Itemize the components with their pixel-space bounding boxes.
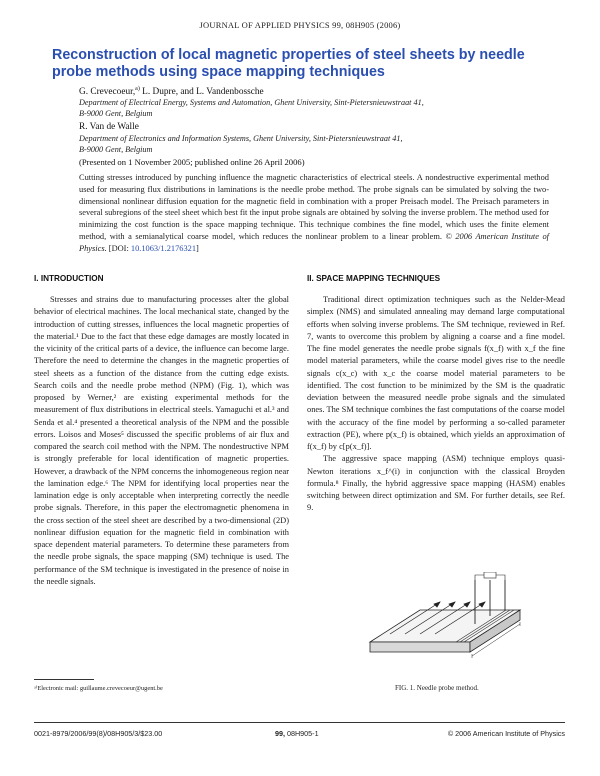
author-line-1 bbox=[79, 86, 264, 97]
affiliation-1 bbox=[79, 97, 549, 119]
space-mapping-body bbox=[307, 294, 565, 515]
footnote: ᵃ⁾Electronic mail: guillaume.crevecoeur@ugent.be bbox=[34, 685, 163, 692]
paper-title: Reconstruction of local magnetic properties of steel sheets by needle probe methods using space mapping techniques bbox=[52, 47, 525, 80]
author-names-rest: L. Dupre, and L. Vandenbossche bbox=[139, 87, 264, 98]
doi-suffix: ] bbox=[196, 243, 199, 253]
journal-header: JOURNAL OF APPLIED PHYSICS 99, 08H905 (2006) bbox=[199, 20, 401, 30]
page-id: 08H905-1 bbox=[285, 729, 319, 738]
footnote-rule bbox=[34, 679, 94, 680]
affiliation-line: Department of Electronics and Information Systems, Ghent University, Sint-Pietersnieuwstraat 41, bbox=[79, 134, 403, 143]
author-footnote-mark[interactable]: a) bbox=[135, 86, 140, 92]
footer-rule bbox=[34, 722, 565, 723]
footer-center bbox=[275, 729, 319, 738]
author-names: G. Crevecoeur, bbox=[79, 87, 136, 98]
introduction-body bbox=[34, 294, 289, 588]
copyright: © 2006 American Institute of Physics. bbox=[79, 231, 549, 253]
affiliation-line: Department of Electrical Energy, Systems and Automation, Ghent University, Sint-Pietersnieuwstraat 41, bbox=[79, 98, 424, 107]
voltmeter bbox=[484, 572, 496, 578]
figure-caption: FIG. 1. Needle probe method. bbox=[395, 684, 479, 692]
abstract-body: Cutting stresses introduced by punching influence the magnetic characteristics of electrical steels. A nondestructive experimental method used for measuring flux distributions in laminations is the needle probe method. The probe signals can be simulated by solving the two-dimensional nonlinear diffusion equation for the magnetic field in combination with a proper Preisach model. The Preisach parameters in several subregions of the steel sheet which best fit the input probe signals are obtained by solving the inverse problem. The method used for minimizing the cost function is the space mapping technique. This technique combines the fine model, which uses the finite element method, with a semianalytical coarse model, which reduces the nonlinear problem to a linear problem. bbox=[79, 173, 549, 241]
section-heading-introduction: I. INTRODUCTION bbox=[34, 274, 104, 283]
paragraph: Stresses and strains due to manufacturing processes alter the global behavior of electrical machines. The local mechanical state, changed by the introduction of cutting stresses, influences the local magnetic properties of the material.¹ Due to the fact that these edge damages are mostly located in the vicinity of the critical parts of a device, the influence can become large. Therefore the need to determine the changes in the magnetic properties of steel sheets as a function of the distance from the cutting edge exists. Search coils and the needle probe method (NPM) (Fig. 1), which was proposed by Werner,² are existing experimental methods for the measurement of flux distributions in electrical steels. Yamaguchi et al.³ and Senda et al.⁴ presented a theoretical analysis of the NPM and the possible errors. Loisos and Moses⁵ discussed the specific problems of air flux and compared the search coil method with the NPM. The nondestructive NPM is strongly preferable for local identification of magnetic properties. However, a drawback of the NPM concerns the inhomogeneous region near the lamination edge.⁶ The NPM for identifying local properties near the lamination edge is only acceptable when interpreting correctly the needle probe signals. Therefore, in this paper the electromagnetic phenomena in the cross section of the steel sheet are described by a two-dimensional (2D) nonlinear diffusion equation for the magnetic field in combination with space dependent material parameters. To determine these parameters from the needle probe signals, the space mapping (SM) technique is used. The performance of the SM technique is investigated in the presence of noise in the needle signals. bbox=[34, 295, 289, 586]
sheet-front-face bbox=[370, 642, 470, 652]
section-heading-space-mapping: II. SPACE MAPPING TECHNIQUES bbox=[307, 274, 441, 283]
abstract bbox=[79, 172, 549, 255]
paragraph: The aggressive space mapping (ASM) technique employs quasi-Newton iterations x_f^(i) in conjunction with the classical Broyden formula.⁸ Finally, the hybrid aggressive space mapping (HASM) enables switching between direct optimization and SM. For further details, see Ref. 9. bbox=[307, 454, 565, 513]
needle-probe-figure bbox=[360, 572, 530, 676]
doi-prefix: [DOI: bbox=[106, 243, 131, 253]
footer-left: 0021-8979/2006/99(8)/08H905/3/$23.00 bbox=[34, 729, 163, 738]
affiliation-2 bbox=[79, 133, 549, 155]
doi-link[interactable]: 10.1063/1.2176321 bbox=[130, 243, 197, 253]
paragraph: Traditional direct optimization techniques such as the Nelder-Mead simplex (NMS) and simulated annealing may demand large computational efforts when solving inverse problems. The SM technique, reviewed in Ref. 7, wants to overcome this problem by aligning a coarse and a fine model. The fine model generates the needle probe signals f(x_f) with x_f the fine model material parameters, while the coarse model gives rise to the needle signals c(x_c) with x_c the coarse model material parameters to be identified. The cost function to be minimized by the SM is the quadratic deviation between the measured needle probe signals and the simulated ones. The SM technique combines the fast computations of the coarse model with the accuracy of the fine model by performing a so-called parameter extraction (PE), where p(x_f) is obtained, which yields an approximation of f(x_f) by c[p(x_f)]. bbox=[307, 295, 565, 451]
publication-dates: (Presented on 1 November 2005; published online 26 April 2006) bbox=[79, 157, 305, 167]
affiliation-line: B-9000 Gent, Belgium bbox=[79, 109, 153, 118]
footer-right: © 2006 American Institute of Physics bbox=[447, 729, 565, 738]
affiliation-line: B-9000 Gent, Belgium bbox=[79, 145, 153, 154]
author-line-2: R. Van de Walle bbox=[79, 122, 139, 132]
volume-number: 99, bbox=[275, 729, 285, 738]
